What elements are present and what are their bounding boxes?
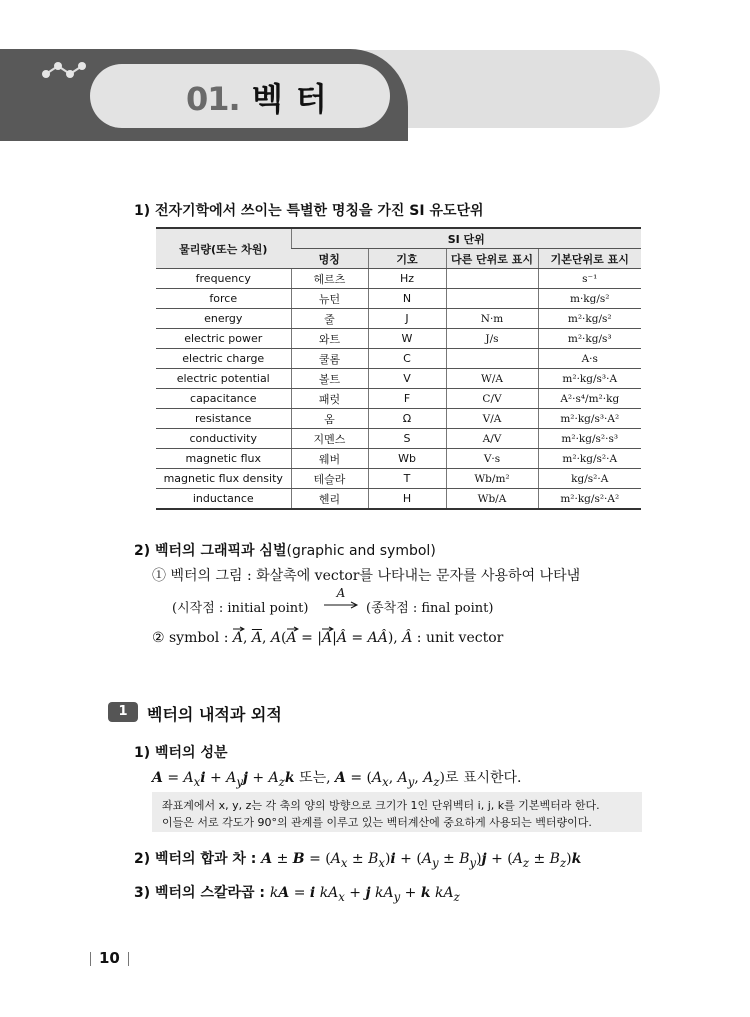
cell-quantity: inductance — [156, 489, 291, 510]
unit-vector-label: : unit vector — [416, 630, 504, 646]
cell-base-units: m²·kg/s²·s³ — [538, 429, 641, 449]
arrow-icon — [323, 600, 359, 609]
table-row — [156, 429, 641, 449]
subheader-name: 명칭 — [291, 249, 368, 269]
section2-heading-en: (graphic and symbol) — [286, 543, 436, 559]
cell-quantity: electric potential — [156, 369, 291, 389]
cell-base-units: A²·s⁴/m²·kg — [538, 389, 641, 409]
cell-symbol: C — [368, 349, 446, 369]
table-row — [156, 269, 641, 289]
equation-end: 로 표시한다. — [444, 770, 522, 786]
cell-symbol: V — [368, 369, 446, 389]
cell-base-units: m²·kg/s³·A — [538, 369, 641, 389]
cell-other-units: N·m — [446, 309, 538, 329]
cell-symbol: Ω — [368, 409, 446, 429]
cell-name: 뉴턴 — [291, 289, 368, 309]
table-row — [156, 449, 641, 469]
sum-difference-equation: $A \pm B = (A_x \pm B_x)i + (A_y \pm B_y)j + (A_z \pm B_z)k$ — [261, 851, 582, 870]
cell-quantity: force — [156, 289, 291, 309]
cell-symbol: J — [368, 309, 446, 329]
cell-name: 와트 — [291, 329, 368, 349]
scalar-product-equation: kA = i $kA_x + j$ $kA_y + k$ $kA_z$ — [269, 885, 460, 904]
cell-other-units: Wb/m² — [446, 469, 538, 489]
cell-symbol: H — [368, 489, 446, 510]
end-point-label: (종착점 : final point) — [366, 601, 494, 616]
cell-quantity: electric charge — [156, 349, 291, 369]
table-row — [156, 329, 641, 349]
sub3-heading — [134, 882, 460, 904]
cell-quantity: electric power — [156, 329, 291, 349]
cell-base-units: m·kg/s² — [538, 289, 641, 309]
note-box — [152, 792, 642, 832]
cell-quantity: energy — [156, 309, 291, 329]
cell-other-units: W/A — [446, 369, 538, 389]
cell-name: 패럿 — [291, 389, 368, 409]
cell-base-units: m²·kg/s³ — [538, 329, 641, 349]
chapter-number: 01. — [186, 80, 240, 118]
sub2-heading — [134, 848, 581, 870]
sub3-heading-text: 3) 벡터의 스칼라곱 : — [134, 885, 266, 901]
page-number — [82, 949, 137, 967]
section1-heading: 1) 전자기학에서 쓰이는 특별한 명칭을 가진 SI 유도단위 — [134, 203, 484, 219]
cell-symbol: Hz — [368, 269, 446, 289]
table-row — [156, 369, 641, 389]
cell-symbol: N — [368, 289, 446, 309]
cell-other-units: J/s — [446, 329, 538, 349]
cell-symbol: Wb — [368, 449, 446, 469]
table-row — [156, 489, 641, 510]
symbol-label: ② symbol : — [152, 630, 229, 646]
cell-symbol: F — [368, 389, 446, 409]
subheader-symbol: 기호 — [368, 249, 446, 269]
cell-base-units: m²·kg/s²·A² — [538, 489, 641, 510]
cell-quantity: frequency — [156, 269, 291, 289]
cell-quantity: resistance — [156, 409, 291, 429]
cell-quantity: capacitance — [156, 389, 291, 409]
cell-other-units: V·s — [446, 449, 538, 469]
cell-quantity: conductivity — [156, 429, 291, 449]
chapter-title — [186, 74, 328, 120]
cell-name: 헨리 — [291, 489, 368, 510]
table-row — [156, 389, 641, 409]
cell-other-units: Wb/A — [446, 489, 538, 510]
note-line-1: 좌표계에서 x, y, z는 각 축의 양의 방향으로 크기가 1인 단위벡터 i, j, k를 기본벡터라 한다. — [162, 799, 600, 812]
cell-name: 테슬라 — [291, 469, 368, 489]
cell-name: 지멘스 — [291, 429, 368, 449]
table-row — [156, 409, 641, 429]
dots-logo-icon — [42, 60, 90, 82]
cell-symbol: W — [368, 329, 446, 349]
cell-other-units: C/V — [446, 389, 538, 409]
sub2-heading-text: 2) 벡터의 합과 차 : — [134, 851, 257, 867]
table-row — [156, 469, 641, 489]
section2-item1: ① 벡터의 그림 : 화살촉에 vector를 나타내는 문자를 사용하여 나타냄 — [152, 568, 581, 584]
table-row — [156, 289, 641, 309]
cell-other-units: V/A — [446, 409, 538, 429]
cell-name: 볼트 — [291, 369, 368, 389]
section2-heading — [134, 540, 436, 560]
component-equation: $A = A_xi + A_yj + A_zk$ 또는, $A = (A_x$, $A_y$, $A_z$)로 표시한다. — [152, 770, 522, 789]
section-number-badge: 1 — [108, 702, 138, 722]
section2-item2: ② symbol : A , $\overline{A}$, A(A = |A |Â = AÂ), Â : unit vector — [152, 630, 503, 646]
cell-base-units: m²·kg/s² — [538, 309, 641, 329]
cell-base-units: s⁻¹ — [538, 269, 641, 289]
cell-name: 웨버 — [291, 449, 368, 469]
cell-other-units — [446, 269, 538, 289]
cell-other-units: A/V — [446, 429, 538, 449]
vector-arrow-letter: A — [336, 586, 346, 600]
si-units-table — [156, 227, 641, 510]
header-si: SI 단위 — [291, 228, 641, 249]
section2-heading-ko: 2) 벡터의 그래픽과 심벌 — [134, 543, 287, 559]
cell-symbol: T — [368, 469, 446, 489]
sub1-heading: 1) 벡터의 성분 — [134, 745, 228, 761]
subheader-other-units: 다른 단위로 표시 — [446, 249, 538, 269]
equation-or: 또는 — [299, 770, 327, 786]
start-point-label: (시작점 : initial point) — [172, 601, 309, 616]
note-line-2: 이들은 서로 각도가 90°의 관계를 이루고 있는 벡터계산에 중요하게 사용되는 벡터량이다. — [162, 816, 592, 829]
cell-quantity: magnetic flux density — [156, 469, 291, 489]
cell-base-units: m²·kg/s²·A — [538, 449, 641, 469]
cell-other-units — [446, 289, 538, 309]
header-quantity: 물리량(또는 차원) — [156, 228, 291, 269]
table-row — [156, 309, 641, 329]
vector-arrow — [323, 586, 359, 609]
subheader-base-units: 기본단위로 표시 — [538, 249, 641, 269]
cell-name: 헤르츠 — [291, 269, 368, 289]
page-number-value: 10 — [99, 949, 120, 967]
cell-base-units: m²·kg/s³·A² — [538, 409, 641, 429]
cell-symbol: S — [368, 429, 446, 449]
section-title: 벡터의 내적과 외적 — [147, 705, 282, 724]
cell-name: 쿨롬 — [291, 349, 368, 369]
table-row — [156, 349, 641, 369]
cell-quantity: magnetic flux — [156, 449, 291, 469]
cell-name: 줄 — [291, 309, 368, 329]
chapter-name: 벡 터 — [251, 80, 328, 118]
cell-base-units: A·s — [538, 349, 641, 369]
cell-base-units: kg/s²·A — [538, 469, 641, 489]
cell-name: 옴 — [291, 409, 368, 429]
cell-other-units — [446, 349, 538, 369]
